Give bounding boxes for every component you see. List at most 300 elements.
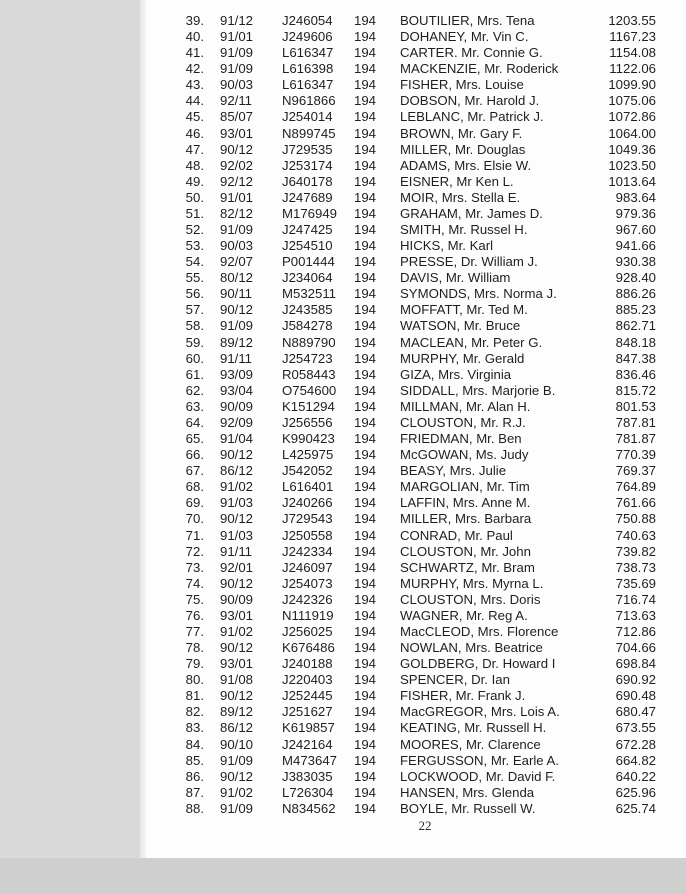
row-name: LEBLANC, Mr. Patrick J. — [400, 109, 544, 125]
row-group: 194 — [354, 623, 377, 639]
row-group: 194 — [354, 173, 377, 189]
row-number: 69. — [185, 495, 204, 511]
row-amount: 848.18 — [615, 334, 656, 350]
row-code: K990423 — [282, 431, 335, 447]
row-group: 194 — [354, 688, 377, 704]
row-amount: 1064.00 — [608, 125, 656, 141]
row-group: 194 — [354, 559, 377, 575]
row-name: DAVIS, Mr. William — [400, 270, 511, 286]
row-amount: 781.87 — [615, 431, 656, 447]
list-row — [0, 431, 686, 447]
row-name: HANSEN, Mrs. Glenda — [400, 784, 535, 800]
row-number: 41. — [185, 45, 204, 61]
row-code: J254014 — [282, 109, 333, 125]
row-number: 74. — [185, 575, 204, 591]
row-group: 194 — [354, 318, 377, 334]
scan-background — [0, 858, 686, 894]
list-row — [0, 238, 686, 254]
row-date: 91/03 — [220, 527, 254, 543]
row-number: 49. — [185, 173, 204, 189]
row-code: J220403 — [282, 672, 333, 688]
row-date: 90/03 — [220, 238, 254, 254]
row-name: SMITH, Mr. Russel H. — [400, 222, 528, 238]
row-name: MOORES, Mr. Clarence — [400, 736, 541, 752]
row-amount: 625.74 — [615, 800, 656, 816]
row-name: FISHER, Mrs. Louise — [400, 77, 524, 93]
row-name: FISHER, Mr. Frank J. — [400, 688, 526, 704]
row-amount: 836.46 — [615, 366, 656, 382]
row-code: J729543 — [282, 511, 333, 527]
row-group: 194 — [354, 414, 377, 430]
row-name: GOLDBERG, Dr. Howard I — [400, 656, 556, 672]
row-amount: 967.60 — [615, 222, 656, 238]
row-number: 76. — [185, 607, 204, 623]
row-group: 194 — [354, 752, 377, 768]
row-name: BOUTILIER, Mrs. Tena — [400, 13, 535, 28]
row-name: MACKENZIE, Mr. Roderick — [400, 61, 559, 77]
list-row — [0, 528, 686, 544]
list-row — [0, 286, 686, 302]
row-date: 92/11 — [220, 93, 253, 109]
row-code: M473647 — [282, 752, 337, 768]
row-number: 68. — [185, 479, 204, 495]
row-amount: 1122.06 — [609, 61, 656, 77]
row-code: J251627 — [282, 704, 333, 720]
row-name: GIZA, Mrs. Virginia — [400, 366, 512, 382]
row-number: 51. — [185, 205, 204, 221]
row-number: 85. — [185, 752, 204, 768]
row-name: MacCLEOD, Mrs. Florence — [400, 623, 559, 639]
row-name: MARGOLIAN, Mr. Tim — [400, 479, 530, 495]
row-name: HICKS, Mr. Karl — [400, 238, 494, 254]
list-row — [0, 174, 686, 190]
row-date: 90/11 — [220, 286, 253, 302]
row-amount: 847.38 — [615, 350, 656, 366]
row-number: 54. — [185, 254, 204, 270]
row-number: 77. — [185, 623, 204, 639]
row-date: 93/09 — [220, 366, 254, 382]
row-name: BEASY, Mrs. Julie — [400, 463, 507, 479]
row-amount: 640.22 — [615, 768, 656, 784]
row-name: NOWLAN, Mrs. Beatrice — [400, 640, 543, 656]
row-group: 194 — [354, 286, 377, 302]
row-name: MacGREGOR, Mrs. Lois A. — [400, 704, 560, 720]
row-number: 73. — [185, 559, 204, 575]
list-row — [0, 302, 686, 318]
row-amount: 713.63 — [615, 607, 656, 623]
row-group: 194 — [354, 77, 377, 93]
row-group: 194 — [354, 302, 377, 318]
row-name: CLOUSTON, Mrs. Doris — [400, 591, 541, 607]
row-number: 60. — [185, 350, 204, 366]
row-date: 91/08 — [220, 672, 254, 688]
row-name: PRESSE, Dr. William J. — [400, 254, 538, 270]
row-number: 67. — [185, 463, 204, 479]
list-row — [0, 254, 686, 270]
row-group: 194 — [354, 656, 377, 672]
row-amount: 787.81 — [615, 414, 656, 430]
page-number: 22 — [418, 818, 432, 833]
row-group: 194 — [354, 575, 377, 591]
row-date: 93/04 — [220, 382, 254, 398]
row-name: FERGUSSON, Mr. Earle A. — [400, 752, 560, 768]
row-code: J242326 — [282, 591, 333, 607]
row-number: 88. — [185, 800, 204, 816]
row-code: J256025 — [282, 623, 333, 639]
row-date: 92/07 — [220, 254, 254, 270]
row-name: MILLER, Mr. Douglas — [400, 141, 526, 157]
row-group: 194 — [354, 431, 377, 447]
row-date: 91/03 — [220, 495, 254, 511]
row-amount: 941.66 — [615, 238, 656, 254]
row-code: L616398 — [282, 61, 334, 77]
row-number: 80. — [185, 672, 204, 688]
row-amount: 770.39 — [615, 447, 656, 463]
row-date: 91/09 — [220, 800, 254, 816]
row-name: SPENCER, Dr. Ian — [400, 672, 510, 688]
list-row — [0, 77, 686, 93]
row-number: 81. — [185, 688, 204, 704]
row-group: 194 — [354, 334, 377, 350]
row-name: KEATING, Mr. Russell H. — [400, 720, 547, 736]
row-date: 89/12 — [220, 334, 254, 350]
row-number: 53. — [185, 238, 204, 254]
list-row — [0, 415, 686, 431]
list-row — [0, 318, 686, 334]
ranked-list — [0, 13, 686, 817]
list-row — [0, 206, 686, 222]
row-date: 85/07 — [220, 109, 254, 125]
row-name: DOBSON, Mr. Harold J. — [400, 93, 540, 109]
row-group: 194 — [354, 238, 377, 254]
list-row — [0, 624, 686, 640]
row-amount: 979.36 — [615, 205, 656, 221]
row-date: 90/10 — [220, 736, 254, 752]
row-amount: 769.37 — [615, 463, 656, 479]
row-group: 194 — [354, 398, 377, 414]
row-date: 86/12 — [220, 720, 254, 736]
row-code: N111919 — [282, 607, 334, 623]
row-group: 194 — [354, 527, 377, 543]
row-group: 194 — [354, 800, 377, 816]
row-number: 86. — [185, 768, 204, 784]
row-amount: 690.48 — [615, 688, 656, 704]
row-group: 194 — [354, 463, 377, 479]
list-row — [0, 126, 686, 142]
row-amount: 680.47 — [615, 704, 656, 720]
row-code: M176949 — [282, 205, 337, 221]
row-amount: 1075.06 — [608, 93, 656, 109]
row-group: 194 — [354, 222, 377, 238]
row-name: MACLEAN, Mr. Peter G. — [400, 334, 543, 350]
row-group: 194 — [354, 672, 377, 688]
row-amount: 1203.55 — [608, 13, 656, 28]
row-group: 194 — [354, 270, 377, 286]
row-group: 194 — [354, 447, 377, 463]
row-name: SCHWARTZ, Mr. Bram — [400, 559, 535, 575]
row-date: 91/02 — [220, 623, 254, 639]
row-code: L425975 — [282, 447, 334, 463]
row-name: MOFFATT, Mr. Ted M. — [400, 302, 528, 318]
list-row — [0, 447, 686, 463]
row-date: 90/12 — [220, 640, 254, 656]
list-row — [0, 158, 686, 174]
list-row — [0, 190, 686, 206]
row-date: 90/12 — [220, 511, 254, 527]
row-code: L726304 — [282, 784, 334, 800]
row-code: N961866 — [282, 93, 336, 109]
row-date: 91/02 — [220, 479, 254, 495]
row-number: 66. — [185, 447, 204, 463]
row-name: CARTER. Mr. Connie G. — [400, 45, 543, 61]
row-code: J249606 — [282, 29, 333, 45]
list-row — [0, 544, 686, 560]
row-amount: 738.73 — [615, 559, 656, 575]
list-row — [0, 479, 686, 495]
row-number: 75. — [185, 591, 204, 607]
row-date: 90/12 — [220, 302, 254, 318]
row-date: 90/12 — [220, 447, 254, 463]
row-amount: 761.66 — [615, 495, 656, 511]
row-date: 90/09 — [220, 591, 254, 607]
row-date: 90/12 — [220, 575, 254, 591]
row-date: 92/02 — [220, 157, 254, 173]
row-code: J243585 — [282, 302, 333, 318]
row-name: LOCKWOOD, Mr. David F. — [400, 768, 556, 784]
row-amount: 673.55 — [615, 720, 656, 736]
row-name: SIDDALL, Mrs. Marjorie B. — [400, 382, 556, 398]
row-date: 91/11 — [220, 350, 253, 366]
list-row — [0, 640, 686, 656]
row-group: 194 — [354, 607, 377, 623]
row-code: L616401 — [282, 479, 334, 495]
row-date: 91/09 — [220, 222, 254, 238]
row-code: K151294 — [282, 398, 335, 414]
row-date: 80/12 — [220, 270, 254, 286]
row-number: 58. — [185, 318, 204, 334]
row-amount: 716.74 — [615, 591, 656, 607]
row-code: J729535 — [282, 141, 333, 157]
row-name: FRIEDMAN, Mr. Ben — [400, 431, 522, 447]
list-row — [0, 335, 686, 351]
row-date: 91/09 — [220, 45, 254, 61]
list-row — [0, 560, 686, 576]
row-amount: 735.69 — [615, 575, 656, 591]
row-group: 194 — [354, 141, 377, 157]
row-code: J247425 — [282, 222, 333, 238]
list-row — [0, 785, 686, 801]
row-group: 194 — [354, 205, 377, 221]
row-number: 84. — [185, 736, 204, 752]
row-name: MURPHY, Mr. Gerald — [400, 350, 525, 366]
row-code: J254510 — [282, 238, 333, 254]
row-date: 91/11 — [220, 543, 253, 559]
row-number: 61. — [185, 366, 204, 382]
row-name: CONRAD, Mr. Paul — [400, 527, 513, 543]
row-name: WAGNER, Mr. Reg A. — [400, 607, 528, 623]
list-row — [0, 753, 686, 769]
row-group: 194 — [354, 157, 377, 173]
list-row — [0, 463, 686, 479]
list-row — [0, 383, 686, 399]
row-name: LAFFIN, Mrs. Anne M. — [400, 495, 531, 511]
row-code: M532511 — [282, 286, 337, 302]
list-row — [0, 576, 686, 592]
row-name: McGOWAN, Ms. Judy — [400, 447, 529, 463]
row-name: BROWN, Mr. Gary F. — [400, 125, 523, 141]
row-date: 93/01 — [220, 656, 254, 672]
row-group: 194 — [354, 640, 377, 656]
row-group: 194 — [354, 382, 377, 398]
list-row — [0, 688, 686, 704]
row-number: 62. — [185, 382, 204, 398]
row-amount: 930.38 — [615, 254, 656, 270]
row-amount: 1072.86 — [608, 109, 656, 125]
row-date: 82/12 — [220, 205, 254, 221]
row-amount: 739.82 — [615, 543, 656, 559]
row-code: K676486 — [282, 640, 335, 656]
row-code: J383035 — [282, 768, 333, 784]
row-number: 56. — [185, 286, 204, 302]
row-number: 43. — [185, 77, 204, 93]
row-code: J240266 — [282, 495, 333, 511]
row-code: R058443 — [282, 366, 336, 382]
row-number: 48. — [185, 157, 204, 173]
row-group: 194 — [354, 543, 377, 559]
list-row — [0, 592, 686, 608]
list-row — [0, 13, 686, 29]
row-amount: 625.96 — [615, 784, 656, 800]
list-row — [0, 142, 686, 158]
row-number: 87. — [185, 784, 204, 800]
row-name: SYMONDS, Mrs. Norma J. — [400, 286, 557, 302]
list-row — [0, 109, 686, 125]
row-code: J234064 — [282, 270, 333, 286]
list-row — [0, 511, 686, 527]
row-group: 194 — [354, 736, 377, 752]
row-date: 93/01 — [220, 125, 254, 141]
row-code: K619857 — [282, 720, 335, 736]
row-number: 50. — [185, 189, 204, 205]
row-number: 71. — [185, 527, 204, 543]
row-name: GRAHAM, Mr. James D. — [400, 205, 543, 221]
row-date: 92/01 — [220, 559, 254, 575]
row-code: P001444 — [282, 254, 335, 270]
row-number: 44. — [185, 93, 204, 109]
row-group: 194 — [354, 189, 377, 205]
row-code: L616347 — [282, 77, 334, 93]
list-row — [0, 222, 686, 238]
row-amount: 983.64 — [615, 189, 656, 205]
row-amount: 885.23 — [615, 302, 656, 318]
list-row — [0, 720, 686, 736]
row-code: J247689 — [282, 189, 333, 205]
row-group: 194 — [354, 720, 377, 736]
row-date: 93/01 — [220, 607, 254, 623]
list-row — [0, 270, 686, 286]
row-group: 194 — [354, 254, 377, 270]
row-amount: 1154.08 — [609, 45, 656, 61]
row-group: 194 — [354, 93, 377, 109]
row-date: 91/09 — [220, 61, 254, 77]
row-number: 72. — [185, 543, 204, 559]
list-row — [0, 672, 686, 688]
list-row — [0, 608, 686, 624]
list-row — [0, 399, 686, 415]
row-code: J242334 — [282, 543, 333, 559]
row-number: 40. — [185, 29, 204, 45]
row-code: J640178 — [282, 173, 333, 189]
row-code: J250558 — [282, 527, 333, 543]
list-row — [0, 495, 686, 511]
row-number: 46. — [185, 125, 204, 141]
row-amount: 1023.50 — [608, 157, 656, 173]
row-number: 45. — [185, 109, 204, 125]
row-code: J254073 — [282, 575, 333, 591]
row-amount: 1099.90 — [608, 77, 656, 93]
row-code: N899745 — [282, 125, 336, 141]
row-group: 194 — [354, 45, 377, 61]
row-group: 194 — [354, 109, 377, 125]
row-name: ADAMS, Mrs. Elsie W. — [400, 157, 532, 173]
row-code: J254723 — [282, 350, 333, 366]
row-date: 91/01 — [220, 29, 254, 45]
row-group: 194 — [354, 591, 377, 607]
row-code: J252445 — [282, 688, 333, 704]
row-group: 194 — [354, 704, 377, 720]
row-group: 194 — [354, 29, 377, 45]
row-date: 91/04 — [220, 431, 254, 447]
list-row — [0, 61, 686, 77]
row-date: 92/09 — [220, 414, 254, 430]
row-code: J246097 — [282, 559, 333, 575]
row-number: 47. — [185, 141, 204, 157]
row-date: 90/03 — [220, 77, 254, 93]
list-row — [0, 367, 686, 383]
row-code: J246054 — [282, 13, 333, 28]
row-code: J256556 — [282, 414, 333, 430]
row-group: 194 — [354, 350, 377, 366]
row-code: J584278 — [282, 318, 333, 334]
row-date: 86/12 — [220, 463, 254, 479]
row-number: 39. — [185, 13, 204, 28]
row-number: 59. — [185, 334, 204, 350]
row-number: 42. — [185, 61, 204, 77]
list-row — [0, 29, 686, 45]
row-code: O754600 — [282, 382, 337, 398]
row-amount: 1013.64 — [608, 173, 656, 189]
row-date: 90/12 — [220, 141, 254, 157]
row-date: 91/09 — [220, 752, 254, 768]
row-number: 79. — [185, 656, 204, 672]
row-name: MURPHY, Mrs. Myrna L. — [400, 575, 544, 591]
row-group: 194 — [354, 495, 377, 511]
row-date: 89/12 — [220, 704, 254, 720]
row-name: CLOUSTON, Mr. R.J. — [400, 414, 526, 430]
row-group: 194 — [354, 61, 377, 77]
row-group: 194 — [354, 366, 377, 382]
row-amount: 712.86 — [615, 623, 656, 639]
row-code: J242164 — [282, 736, 333, 752]
row-date: 92/12 — [220, 173, 254, 189]
row-number: 55. — [185, 270, 204, 286]
row-amount: 698.84 — [615, 656, 656, 672]
row-date: 90/12 — [220, 688, 254, 704]
row-amount: 672.28 — [615, 736, 656, 752]
row-date: 90/09 — [220, 398, 254, 414]
row-number: 65. — [185, 431, 204, 447]
row-amount: 764.89 — [615, 479, 656, 495]
